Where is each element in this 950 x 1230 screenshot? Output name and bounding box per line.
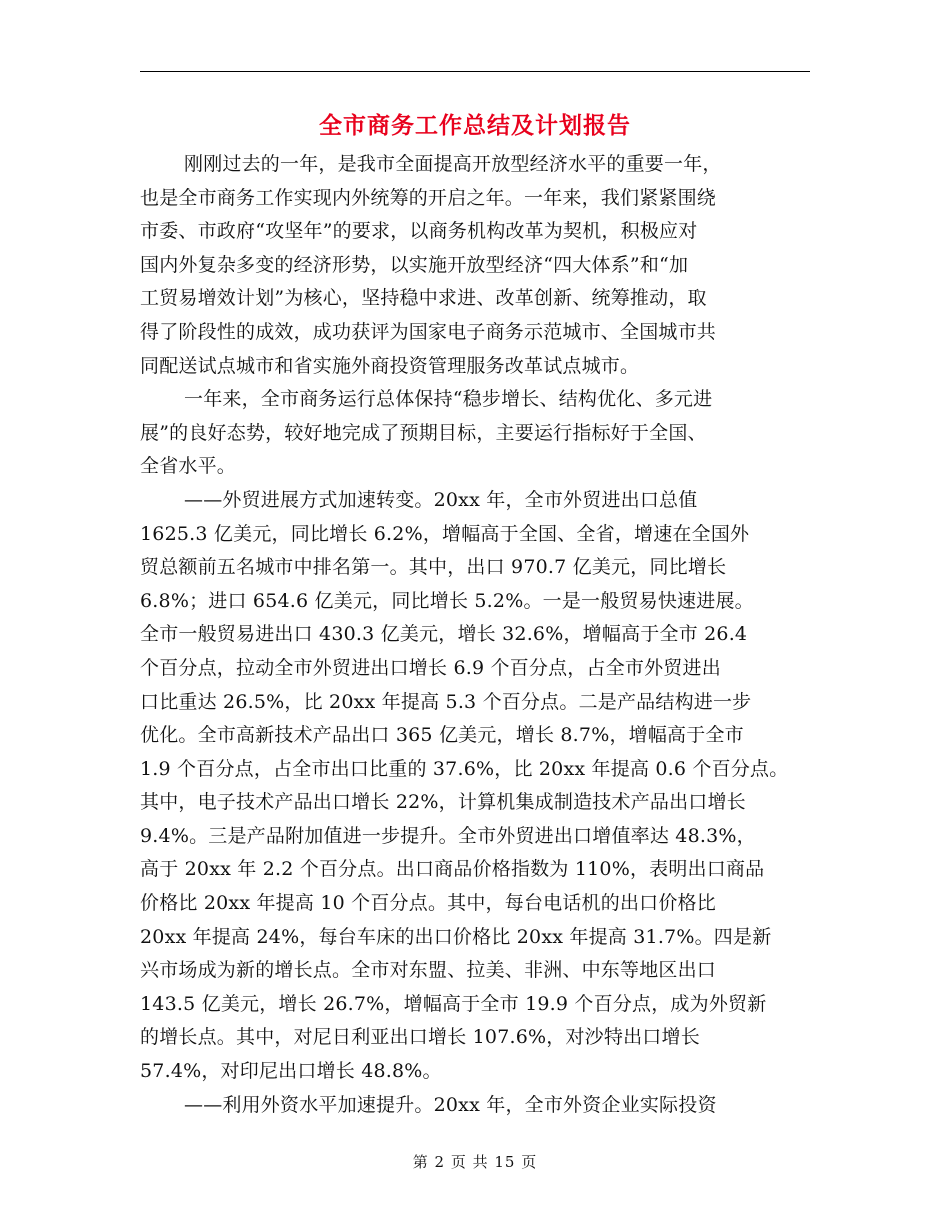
body-text-line: 展”的良好态势，较好地完成了预期目标，主要运行指标好于全国、 [140, 421, 707, 444]
body-text-line: 全省水平。 [140, 455, 237, 478]
body-text-line: 工贸易增效计划”为核心，坚持稳中求进、改革创新、统筹推动，取 [140, 287, 707, 310]
body-text-line: 市委、市政府“攻坚年”的要求，以商务机构改革为契机，积极应对 [140, 220, 698, 243]
page-number: 第 2 页 共 15 页 [412, 1153, 538, 1171]
body-text-line: 其中，电子技术产品出口增长 22%，计算机集成制造技术产品出口增长 [140, 791, 746, 814]
body-text-line: 贸总额前五名城市中排名第一。其中，出口 970.7 亿美元，同比增长 [140, 556, 727, 579]
body-text-line: 刚刚过去的一年，是我市全面提高开放型经济水平的重要一年， [184, 153, 722, 175]
body-text-line: 一年来，全市商务运行总体保持“稳步增长、结构优化、多元进 [184, 388, 713, 411]
body-text-line: 价格比 20xx 年提高 10 个百分点。其中，每台电话机的出口价格比 [140, 892, 716, 915]
body-text-line: 口比重达 26.5%，比 20xx 年提高 5.3 个百分点。二是产品结构进一步 [140, 690, 752, 713]
header-rule [140, 71, 810, 72]
body-text-line: 兴市场成为新的增长点。全市对东盟、拉美、非洲、中东等地区出口 [140, 959, 717, 982]
body-text-line: ——外贸进展方式加速转变。20xx 年，全市外贸进出口总值 [184, 488, 698, 511]
body-text-line: 6.8%；进口 654.6 亿美元，同比增长 5.2%。一是一般贸易快速进展。 [140, 589, 754, 612]
body-text-line: 1.9 个百分点，占全市出口比重的 37.6%，比 20xx 年提高 0.6 个百分点。 [140, 757, 789, 780]
document-title: 全市商务工作总结及计划报告 [319, 112, 631, 139]
body-text-line: 优化。全市高新技术产品出口 365 亿美元，增长 8.7%，增幅高于全市 [140, 724, 744, 747]
body-text-line: ——利用外资水平加速提升。20xx 年，全市外资企业实际投资 [184, 1093, 717, 1116]
body-text-line: 1625.3 亿美元，同比增长 6.2%，增幅高于全国、全省，增速在全国外 [140, 522, 750, 545]
body-text-line: 也是全市商务工作实现内外统筹的开启之年。一年来，我们紧紧围绕 [140, 186, 717, 209]
body-text-line: 143.5 亿美元，增长 26.7%，增幅高于全市 19.9 个百分点，成为外贸新 [140, 992, 767, 1015]
body-text-line: 全市一般贸易进出口 430.3 亿美元，增长 32.6%，增幅高于全市 26.4 [140, 623, 748, 646]
body-text-line: 得了阶段性的成效，成功获评为国家电子商务示范城市、全国城市共 [140, 320, 717, 343]
body-text-line: 个百分点，拉动全市外贸进出口增长 6.9 个百分点，占全市外贸进出 [140, 656, 721, 679]
body-text-line: 9.4%。三是产品附加值进一步提升。全市外贸进出口增值率达 48.3%， [140, 824, 756, 847]
body-text-line: 同配送试点城市和省实施外商投资管理服务改革试点城市。 [140, 354, 640, 377]
body-text-line: 高于 20xx 年 2.2 个百分点。出口商品价格指数为 110%，表明出口商品 [140, 858, 765, 881]
body-text-line: 国内外复杂多变的经济形势，以实施开放型经济“四大体系”和“加 [140, 253, 689, 276]
document-body [140, 148, 810, 1122]
body-text-line: 的增长点。其中，对尼日利亚出口增长 107.6%，对沙特出口增长 [140, 1026, 700, 1049]
body-text-line: 20xx 年提高 24%，每台车床的出口价格比 20xx 年提高 31.7%。四是新 [140, 925, 772, 948]
body-text-line: 57.4%，对印尼出口增长 48.8%。 [140, 1060, 442, 1083]
